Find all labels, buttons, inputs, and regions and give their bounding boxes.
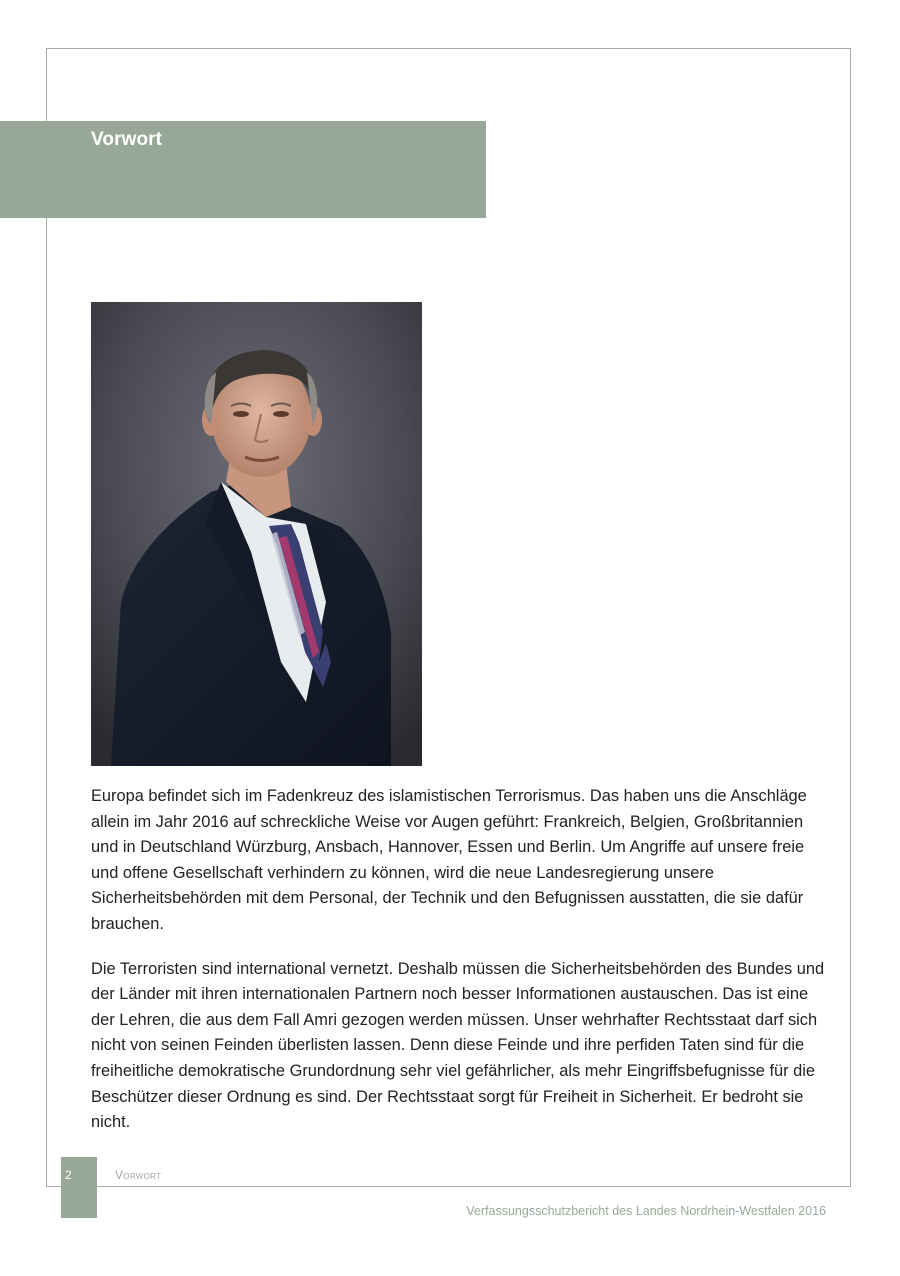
body-paragraph-2: Die Terroristen sind international vernetzt. Deshalb müssen die Sicherheitsbehörden des Bundes und der Länder mit ihren internationalen Partnern noch besser Informationen austauschen. Das ist eine der Lehren, die aus dem Fall Amri gezogen werden müssen. Unser wehrhafter Rechtsstaat darf sich nicht von seinen Feinden überlisten lassen. Denn diese Feinde und ihre perfiden Taten sind für die freiheitliche demokratische Grundordnung sehr viel gefährlicher, als mehr Eingriffsbefugnisse für die Beschützer dieser Ordnung es sind. Der Rechtsstaat sorgt für Freiheit in Sicherheit. Er bedroht sie nicht.: [91, 959, 825, 1132]
footer-tab: [61, 1157, 97, 1218]
portrait-photo: [91, 302, 422, 766]
page-number: 2: [65, 1168, 72, 1182]
page-title: Vorwort: [91, 129, 163, 150]
footer-report-title: Verfassungsschutzbericht des Landes Nordrhein-Westfalen 2016: [466, 1204, 826, 1218]
portrait-photo-icon: [91, 302, 422, 766]
header-band: [0, 121, 486, 218]
footer-section-label: Vorwort: [115, 1168, 162, 1182]
body-paragraph-1: Europa befindet sich im Fadenkreuz des islamistischen Terrorismus. Das haben uns die Anschläge allein im Jahr 2016 auf schreckliche Weise vor Augen geführt: Frankreich, Belgien, Großbritannien und in Deutschland Würzburg, Ansbach, Hannover, Essen und Berlin. Um Angriffe auf unsere freie und offene Gesellschaft verhindern zu können, wird die neue Landesregierung unsere Sicherheitsbehörden mit dem Personal, der Technik und den Befugnissen ausstatten, die sie dafür brauchen.: [91, 787, 807, 933]
body-text: [91, 784, 831, 1155]
